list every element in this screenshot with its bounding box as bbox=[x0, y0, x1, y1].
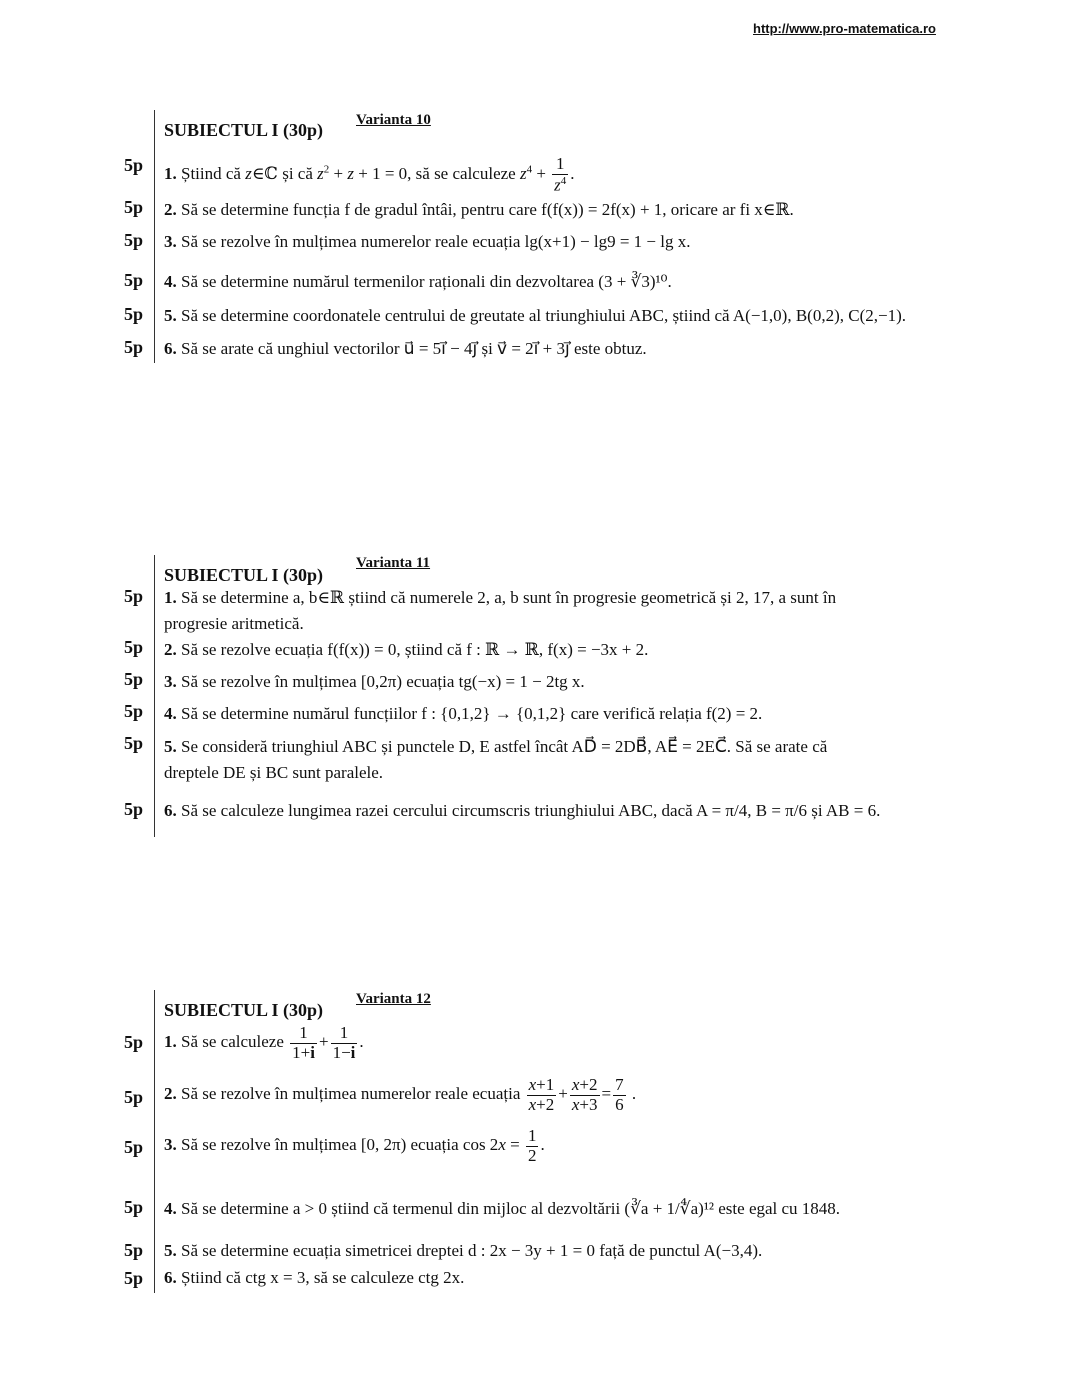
problem-item: 3. Să se rezolve în mulțimea [0,2π) ecuația tg(−x) = 1 − 2tg x. bbox=[164, 672, 585, 691]
problem-item: 6. Să se arate că unghiul vectorilor u⃗ = 5i⃗ − 4j⃗ și v⃗ = 2i⃗ + 3j⃗ este obtuz. bbox=[164, 339, 647, 358]
problem-item: 4. Să se determine numărul funcțiilor f : {0,1,2} → {0,1,2} care verifică relația f(2) = 2. bbox=[164, 704, 763, 723]
points-label: 5p bbox=[124, 197, 144, 217]
points-label: 5p bbox=[124, 1197, 144, 1217]
problem-item: 3. Să se rezolve în mulțimea [0, 2π) ecuația cos 2x = $\frac{1}{2}$ . bbox=[164, 1126, 545, 1165]
problem-item: 5. Să se determine coordonatele centrului de greutate al triunghiului ABC, știind că A(−1,0), B(0,2), C(2,−1). bbox=[164, 306, 906, 325]
section-title: SUBIECTUL I (30p) bbox=[164, 565, 324, 585]
points-label: 5p bbox=[124, 1240, 144, 1260]
points-label: 5p bbox=[124, 1032, 144, 1052]
problem-item: 1. Să se calculeze $\frac{1}{1+i}$ + $\frac{1}{1-i}$ . bbox=[164, 1023, 364, 1062]
points-label: 5p bbox=[124, 701, 144, 721]
points-label: 5p bbox=[124, 669, 144, 689]
problem-item-continuation: dreptele DE și BC sunt paralele. bbox=[164, 763, 384, 782]
problem-item: 2. Să se rezolve ecuația f(f(x)) = 0, știind că f : ℝ → ℝ, f(x) = −3x + 2. bbox=[164, 640, 649, 659]
points-label: 5p bbox=[124, 1268, 144, 1288]
problem-item: 4. Să se determine numărul termenilor raționali din dezvoltarea (3 + ∛3)¹⁰. bbox=[164, 272, 672, 291]
margin-rule bbox=[154, 990, 155, 1293]
problem-item: 6. Știind că ctg x = 3, să se calculeze ctg 2x. bbox=[164, 1268, 465, 1287]
section-title: SUBIECTUL I (30p) bbox=[164, 120, 324, 140]
problem-item: 1. Știind că z∈ℂ și că $z^2 + z + 1 = 0$, să se calculeze $z^4$ + $\frac{1}{z^4}$ . bbox=[164, 154, 575, 195]
problem-item: 2. Să se determine funcția f de gradul întâi, pentru care f(f(x)) = 2f(x) + 1, oricare ar fi x∈ℝ. bbox=[164, 200, 794, 219]
problem-item: 2. Să se rezolve în mulțimea numerelor reale ecuația $\frac{x+1}{x+2}$ + $\frac{x+2}{x+3}$ = $\frac{7}{6}$ . bbox=[164, 1075, 637, 1114]
problem-item: 5. Să se determine ecuația simetricei dreptei d : 2x − 3y + 1 = 0 față de punctul A(−3,4). bbox=[164, 1241, 763, 1260]
points-label: 5p bbox=[124, 1137, 144, 1157]
problem-item: 5. Se consideră triunghiul ABC și punctele D, E astfel încât AD⃗ = 2DB⃗, AE⃗ = 2EC⃗. Să se arate că bbox=[164, 737, 828, 756]
section-title: SUBIECTUL I (30p) bbox=[164, 1000, 324, 1020]
margin-rule bbox=[154, 110, 155, 363]
problem-item-continuation: progresie aritmetică. bbox=[164, 614, 304, 633]
points-label: 5p bbox=[124, 586, 144, 606]
points-label: 5p bbox=[124, 270, 144, 290]
problem-item: 4. Să se determine a > 0 știind că termenul din mijloc al dezvoltării (∛a + 1/∜a)¹² este egal cu 1848. bbox=[164, 1199, 841, 1218]
problem-item: 1. Să se determine a, b∈ℝ știind că numerele 2, a, b sunt în progresie geometrică și 2, 17, a sunt în bbox=[164, 588, 837, 607]
points-label: 5p bbox=[124, 1087, 144, 1107]
variant-label: Varianta 11 bbox=[356, 555, 431, 571]
problem-item: 3. Să se rezolve în mulțimea numerelor reale ecuația lg(x+1) − lg9 = 1 − lg x. bbox=[164, 232, 691, 251]
points-label: 5p bbox=[124, 799, 144, 819]
problem-item: 6. Să se calculeze lungimea razei cercului circumscris triunghiului ABC, dacă A = π/4, B = π/6 și AB = 6. bbox=[164, 801, 881, 820]
margin-rule bbox=[154, 555, 155, 837]
variant-label: Varianta 10 bbox=[356, 112, 431, 128]
points-label: 5p bbox=[124, 637, 144, 657]
points-label: 5p bbox=[124, 155, 144, 175]
points-label: 5p bbox=[124, 337, 144, 357]
points-label: 5p bbox=[124, 304, 144, 324]
variant-label: Varianta 12 bbox=[356, 991, 431, 1007]
header-url-link[interactable]: http://www.pro-matematica.ro bbox=[753, 21, 936, 36]
points-label: 5p bbox=[124, 230, 144, 250]
points-label: 5p bbox=[124, 733, 144, 753]
